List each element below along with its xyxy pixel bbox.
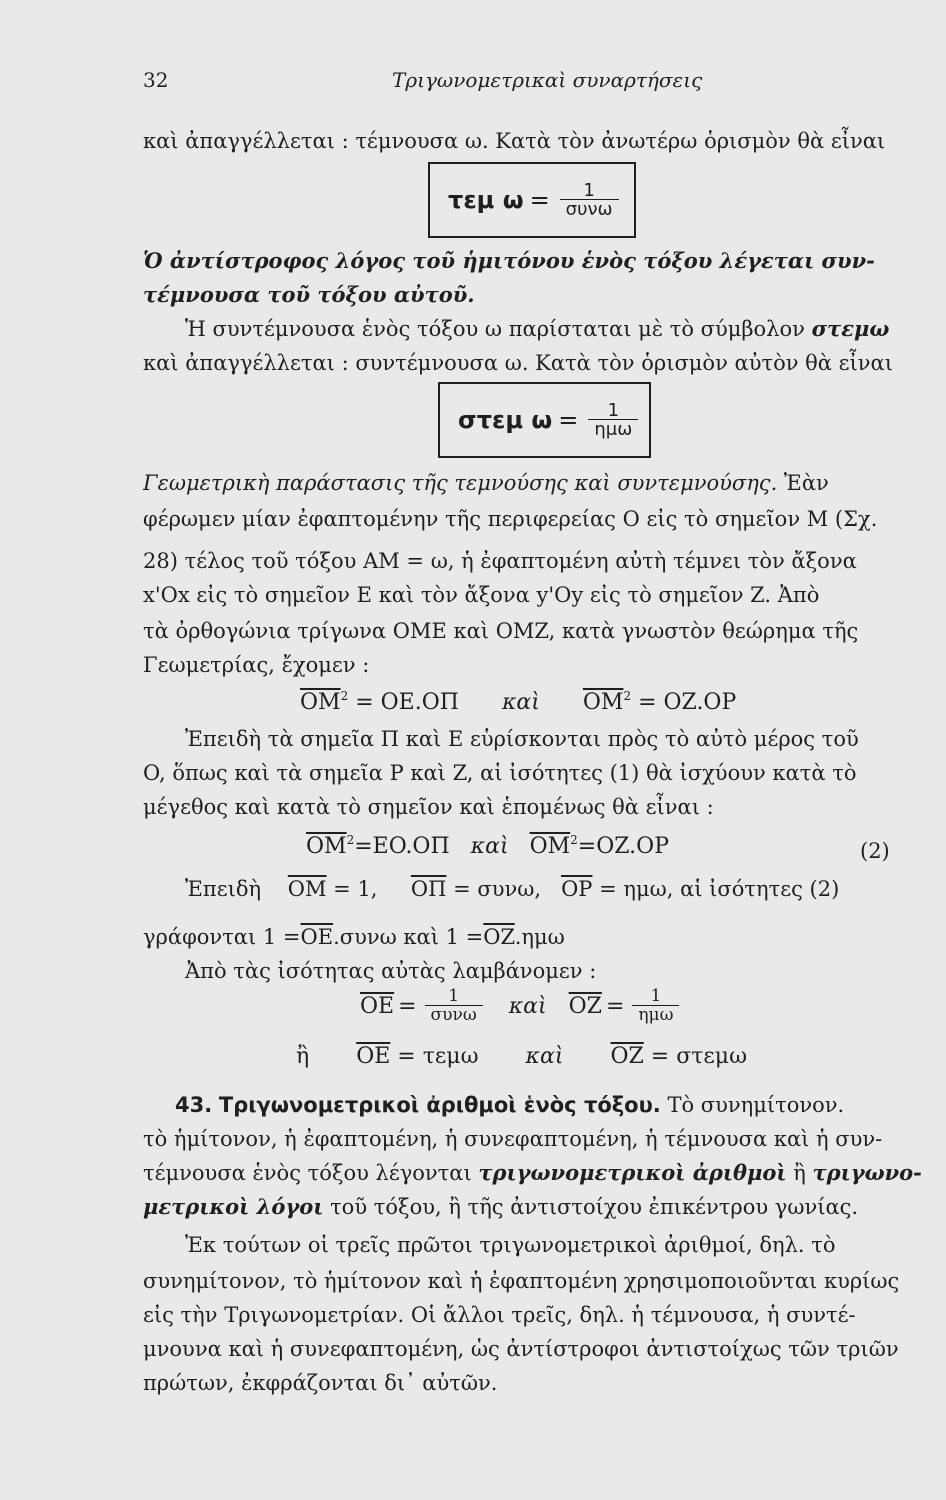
text-line: μνουνα καὶ ἡ συνεφαπτομένη, ὡς ἀντίστροφοι ἀντιστοίχως τῶν τριῶν	[143, 1337, 899, 1361]
text-line: εἰς τὴν Τριγωνομετρίαν. Οἱ ἄλλοι τρεῖς, δηλ. ἡ τέμνουσα, ἡ συντέ-	[143, 1303, 856, 1327]
segment: $\overline{OP}$	[561, 877, 593, 901]
equation-rhs: = OZ.OP	[638, 690, 737, 715]
text-span: = 1,	[333, 877, 378, 901]
term-text: μετρικοὶ λόγοι	[143, 1194, 324, 1219]
equation-rhs: = στεμω	[650, 1044, 748, 1069]
text-span: γράφονται 1 =	[143, 925, 301, 949]
equation-rhs: =OZ.OP	[577, 834, 669, 859]
subheading-text: Γεωμετρικὴ παράστασις τῆς τεμνούσης καὶ συντεμνούσης.	[143, 471, 778, 495]
equation-4	[296, 1044, 747, 1070]
formula-equals: =	[558, 406, 579, 434]
text-line: τὸ ἡμίτονον, ἡ ἐφαπτομένη, ἡ συνεφαπτομένη, ἡ τέμνουσα καὶ ἡ συν-	[143, 1127, 883, 1151]
text-span: Ἐὰν	[777, 471, 829, 495]
text-line	[143, 1160, 922, 1186]
text-line	[143, 924, 565, 950]
text-line: φέρωμεν μίαν ἐφαπτομένην τῆς περιφερείας O εἰς τὸ σημεῖον M (Σχ.	[143, 507, 878, 531]
conjunction: καὶ	[470, 834, 509, 859]
term-text: τριγωνο-	[812, 1160, 922, 1185]
text-span: Ἡ συντέμνουσα ἑνὸς τόξου ω παρίσταται μὲ τὸ σύμβολον	[185, 317, 812, 341]
segment: $\overline{OZ}$	[483, 925, 515, 949]
text-span: Ἐπειδὴ	[185, 877, 262, 901]
fraction-numerator: 1	[607, 399, 620, 421]
text-span: = συνω,	[453, 877, 542, 901]
conjunction: καὶ	[508, 993, 547, 1019]
segment: $\overline{OZ}$	[610, 1044, 644, 1069]
text-line: O, ὅπως καὶ τὰ σημεῖα P καὶ Z, αἱ ἰσότητες (1) θὰ ἰσχύουν κατὰ τὸ	[143, 761, 857, 785]
section-heading-line	[175, 1092, 844, 1118]
segment: $\overline{OE}$	[356, 1044, 391, 1069]
fraction-numerator: 1	[583, 179, 595, 201]
formula-lhs: τεμ ω	[448, 186, 524, 214]
segment-om: $\overline{OM}$	[529, 834, 571, 859]
exponent: 2	[340, 689, 349, 703]
running-title: Τριγωνομετρικαὶ συναρτήσεις	[392, 68, 703, 92]
text-span: ἢ	[786, 1161, 813, 1185]
text-span: .ημω	[514, 925, 565, 949]
term-text: τριγωνομετρικοὶ ἀριθμοὶ	[478, 1160, 787, 1185]
exponent: 2	[346, 833, 355, 847]
fraction	[425, 988, 483, 1025]
page-number: 32	[143, 68, 169, 92]
equation-1	[300, 690, 736, 716]
text-line	[143, 470, 829, 496]
text-line: συνημίτονον, τὸ ἡμίτονον καὶ ἡ ἐφαπτομένη χρησιμοποιοῦνται κυρίως	[143, 1269, 900, 1293]
text-line: 28) τέλος τοῦ τόξου ΑΜ = ω, ἡ ἐφαπτομένη αὐτὴ τέμνει τὸν ἄξονα	[143, 549, 857, 573]
formula-box-cosecant	[438, 382, 651, 458]
conjunction: καὶ	[501, 690, 540, 715]
segment: $\overline{O\Pi}$	[410, 877, 447, 901]
text-line: Γεωμετρίας, ἔχομεν :	[143, 653, 370, 677]
section-number: 43.	[175, 1093, 213, 1117]
equation-rhs: = τεμω	[397, 1044, 479, 1069]
segment: $\overline{OE}$	[360, 993, 395, 1019]
segment: $\overline{OE}$	[300, 925, 334, 949]
text-line: Ἀπὸ τὰς ἰσότητας αὐτὰς λαμβάνομεν :	[185, 959, 597, 983]
fraction-numerator: 1	[650, 986, 662, 1006]
text-line: καὶ ἀπαγγέλλεται : τέμνουσα ω. Κατὰ τὸν ἀνωτέρω ὁρισμὸν θὰ εἶναι	[143, 129, 886, 153]
fraction-denominator: ημω	[632, 1005, 679, 1025]
formula-lhs: στεμ ω	[458, 406, 553, 434]
equation-number: (2)	[860, 839, 890, 863]
exponent: 2	[623, 689, 632, 703]
text-line: Ἐπειδὴ τὰ σημεῖα Π καὶ E εὑρίσκονται πρὸς τὸ αὐτὸ μέρος τοῦ	[185, 727, 859, 751]
text-span: τέμνουσα ἑνὸς τόξου λέγονται	[143, 1161, 479, 1185]
segment: $\overline{OM}$	[287, 877, 327, 901]
fraction-denominator: συνω	[560, 199, 619, 219]
section-title: Τριγωνομετρικοὶ ἀριθμοὶ ἑνὸς τόξου.	[218, 1093, 661, 1117]
equation-2	[306, 834, 669, 860]
text-line: x'Ox εἰς τὸ σημεῖον E καὶ τὸν ἄξονα y'Oy εἰς τὸ σημεῖον Z. Ἀπὸ	[143, 583, 820, 607]
definition-line: Ὁ ἀντίστροφος λόγος τοῦ ἡμιτόνου ἑνὸς τόξου λέγεται συν-	[143, 248, 875, 273]
conjunction: καὶ	[525, 1044, 564, 1069]
text-span: τοῦ τόξου, ἢ τῆς ἀντιστοίχου ἐπικέντρου γωνίας.	[323, 1195, 859, 1219]
text-span: .συνω καὶ 1 =	[333, 925, 484, 949]
fraction-denominator: ημω	[588, 419, 638, 439]
text-line	[185, 876, 839, 902]
text-line: μέγεθος καὶ κατὰ τὸ σημεῖον καὶ ἑπομένως θὰ εἶναι :	[143, 795, 714, 819]
equals: =	[398, 993, 417, 1019]
fraction-denominator: συνω	[425, 1005, 483, 1025]
equals: =	[605, 993, 625, 1019]
segment-om: $\overline{OM}$	[300, 690, 341, 715]
fraction	[632, 988, 679, 1025]
segment: $\overline{OZ}$	[568, 993, 602, 1019]
equation-3	[360, 988, 683, 1025]
text-line: καὶ ἀπαγγέλλεται : συντέμνουσα ω. Κατὰ τὸν ὁρισμὸν αὐτὸν θὰ εἶναι	[143, 351, 893, 375]
symbol-text: στεμω	[811, 316, 890, 341]
segment-om: $\overline{OM}$	[582, 690, 624, 715]
fraction-numerator: 1	[448, 986, 460, 1006]
segment-om: $\overline{OM}$	[306, 834, 347, 859]
text-span: = ημω, αἱ ἰσότητες (2)	[599, 877, 840, 901]
equation-rhs: =EO.OΠ	[354, 834, 450, 859]
text-line: πρώτων, ἐκφράζονται δι᾽ αὐτῶν.	[143, 1371, 498, 1395]
text-line	[143, 1194, 858, 1220]
formula-fraction	[560, 179, 619, 220]
formula-equals: =	[529, 186, 550, 214]
text-line	[185, 316, 889, 342]
equation-rhs: = OE.OΠ	[355, 690, 459, 715]
definition-line: τέμνουσα τοῦ τόξου αὐτοῦ.	[143, 282, 475, 307]
exponent: 2	[570, 833, 578, 847]
text-line: τὰ ὀρθογώνια τρίγωνα OME καὶ OMZ, κατὰ γνωστὸν θεώρημα τῆς	[143, 619, 859, 643]
formula-box-secant	[428, 162, 636, 238]
formula-fraction	[588, 399, 638, 440]
conjunction-or: ἢ	[296, 1044, 310, 1069]
text-line: Ἐκ τούτων οἱ τρεῖς πρῶτοι τριγωνομετρικοὶ ἀριθμοί, δηλ. τὸ	[185, 1233, 836, 1257]
text-span: Τὸ συνημίτονον.	[660, 1093, 845, 1117]
